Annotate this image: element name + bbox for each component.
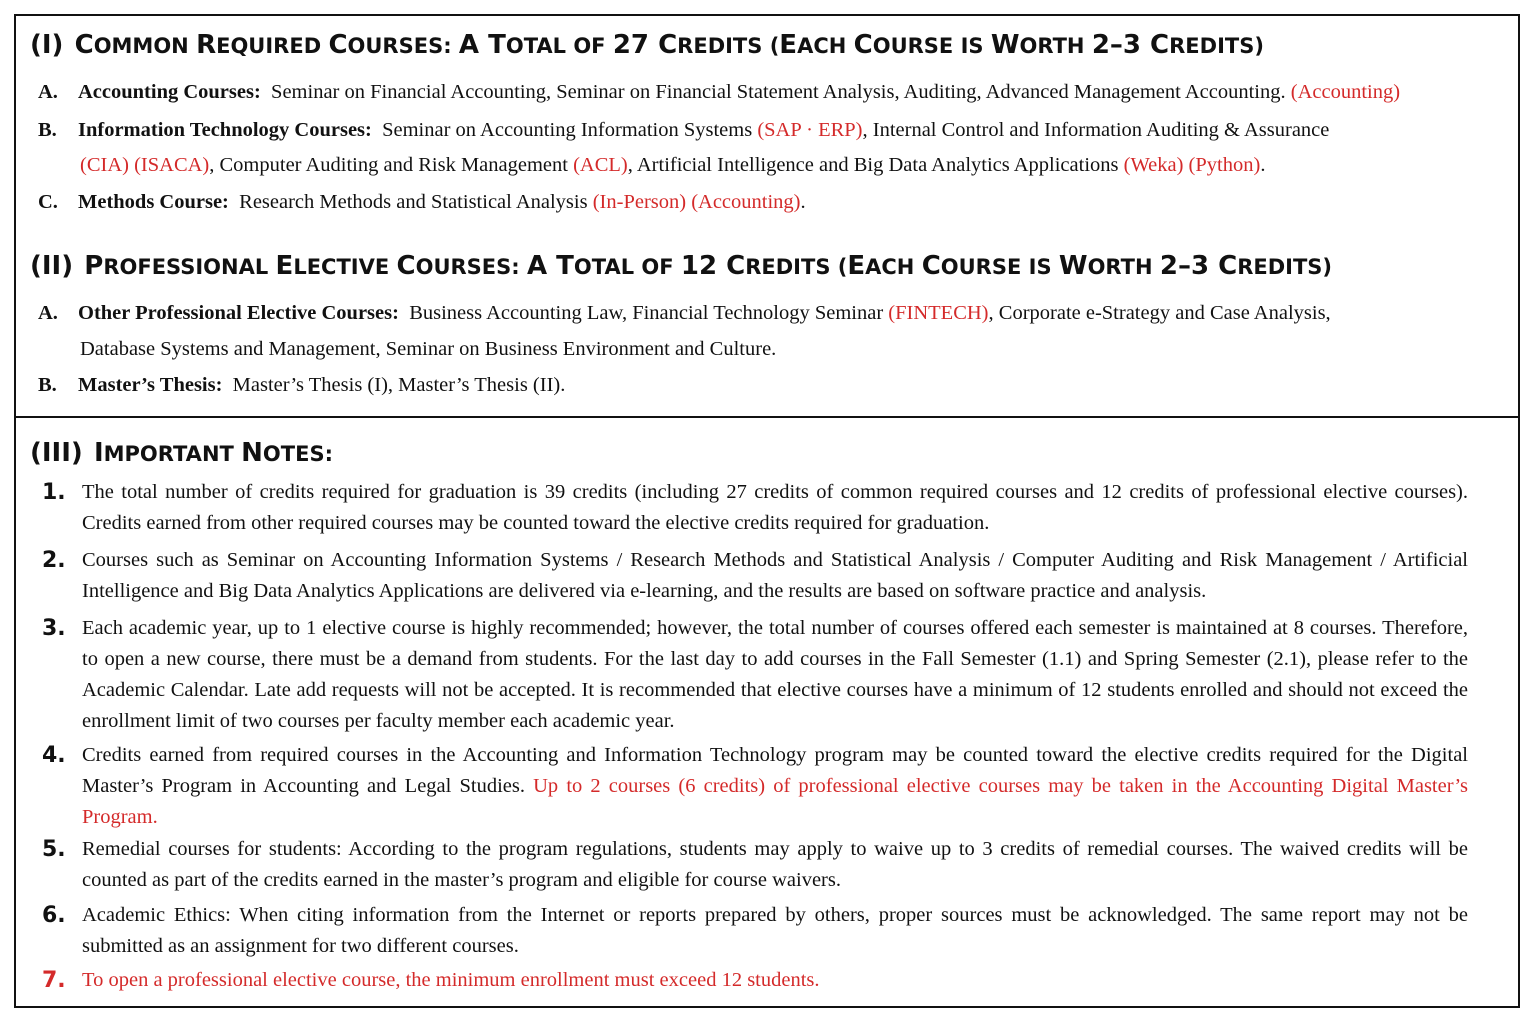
- item-label: Other Professional Elective Courses:: [78, 302, 399, 324]
- item-letter: C.: [38, 191, 58, 213]
- item-label: Accounting Courses:: [78, 81, 261, 103]
- item-highlight: (CIA) (ISACA): [80, 154, 210, 176]
- note-number: 7.: [42, 968, 66, 993]
- section-1-item-b: [38, 112, 1329, 148]
- item-label: Master’s Thesis:: [78, 374, 223, 396]
- item-text: , Corporate e-Strategy and Case Analysis,: [988, 302, 1331, 324]
- item-label: Information Technology Courses:: [78, 119, 372, 141]
- item-text: , Internal Control and Information Auditing & Assurance: [862, 119, 1330, 141]
- section-2-item-a-continued: [80, 331, 776, 367]
- item-letter: B.: [38, 119, 57, 141]
- item-highlight: (In-Person) (Accounting): [592, 191, 801, 213]
- item-letter: A.: [38, 302, 58, 324]
- item-text: .: [800, 191, 806, 213]
- note-number: 5.: [42, 837, 66, 862]
- note-number: 1.: [42, 480, 66, 505]
- note-number: 3.: [42, 616, 66, 641]
- item-text: Seminar on Accounting Information Systems: [382, 119, 753, 141]
- item-highlight: (Weka) (Python): [1123, 154, 1261, 176]
- item-highlight: (FINTECH): [888, 302, 989, 324]
- note-number: 4.: [42, 743, 66, 768]
- note-number: 2.: [42, 548, 66, 573]
- section-2-item-b: [38, 367, 565, 403]
- item-letter: B.: [38, 374, 57, 396]
- note-highlight: Up to 2 courses (6 credits) of professional elective courses may be taken in the Accounting Digital Master’s Program.: [82, 775, 1468, 828]
- item-highlight: (Accounting): [1290, 81, 1401, 103]
- item-text: Business Accounting Law, Financial Technology Seminar: [409, 302, 884, 324]
- item-text: , Artificial Intelligence and Big Data Analytics Applications: [627, 154, 1119, 176]
- note-text: Credits earned from required courses in the Accounting and Information Technology program may be counted toward the elective credits required for the Digital Master’s Program in Accounting and Legal Studies. Up to 2 courses (6 credits) of professional elective courses may be taken in the Accounting Digital Master’s Program.: [82, 744, 1468, 828]
- note-text: Courses such as Seminar on Accounting Information Systems / Research Methods and Statistical Analysis / Computer Auditing and Risk Management / Artificial Intelligence and Big Data Analytics Applications are delivered via e-learning, and the results are based on software practice and analysis.: [82, 549, 1468, 602]
- item-label: Methods Course:: [78, 191, 229, 213]
- note-number: 6.: [42, 903, 66, 928]
- section-2-item-a: [38, 295, 1331, 331]
- item-text: .: [1260, 154, 1266, 176]
- section-1-title: (I) COMMON REQUIRED COURSES: A TOTAL OF 27 CREDITS (EACH COURSE IS WORTH 2–3 CREDITS): [30, 30, 1264, 60]
- note-text: Each academic year, up to 1 elective course is highly recommended; however, the total number of courses offered each semester is maintained at 8 courses. Therefore, to open a new course, there must be a demand from students. For the last day to add courses in the Fall Semester (1.1) and Spring Semester (2.1), please refer to the Academic Calendar. Late add requests will not be accepted. It is recommended that elective courses have a minimum of 12 students enrolled and should not exceed the enrollment limit of two courses per faculty member each academic year.: [82, 617, 1468, 732]
- section-1-item-c: [38, 184, 806, 220]
- note-text: To open a professional elective course, the minimum enrollment must exceed 12 students.: [82, 969, 820, 991]
- item-highlight: (ACL): [573, 154, 628, 176]
- note-text: Remedial courses for students: According to the program regulations, students may apply to waive up to 3 credits of remedial courses. The waived credits will be counted as part of the credits earned in the master’s program and eligible for course waivers.: [82, 838, 1468, 891]
- item-text: Database Systems and Management, Seminar on Business Environment and Culture.: [80, 338, 777, 360]
- section-3-title: (III) IMPORTANT NOTES:: [30, 438, 333, 468]
- section-1-item-a: [38, 74, 1400, 110]
- item-text: Research Methods and Statistical Analysis: [239, 191, 588, 213]
- item-text: , Computer Auditing and Risk Management: [209, 154, 568, 176]
- section-1-item-b-continued: [80, 147, 1265, 183]
- item-letter: A.: [38, 81, 58, 103]
- section-2-title: (II) PROFESSIONAL ELECTIVE COURSES: A TOTAL OF 12 CREDITS (EACH COURSE IS WORTH 2–3 CREDITS): [30, 251, 1333, 281]
- item-text: Seminar on Financial Accounting, Seminar on Financial Statement Analysis, Auditing, Advanced Management Accounting.: [271, 81, 1286, 103]
- note-text: Academic Ethics: When citing information from the Internet or reports prepared by others, proper sources must be acknowledged. The same report may not be submitted as an assignment for two different courses.: [82, 904, 1468, 957]
- item-highlight: (SAP · ERP): [757, 119, 863, 141]
- item-text: Master’s Thesis (I), Master’s Thesis (II).: [232, 374, 566, 396]
- note-text: The total number of credits required for graduation is 39 credits (including 27 credits of common required courses and 12 credits of professional elective courses). Credits earned from other required courses may be counted toward the elective credits required for graduation.: [82, 481, 1468, 534]
